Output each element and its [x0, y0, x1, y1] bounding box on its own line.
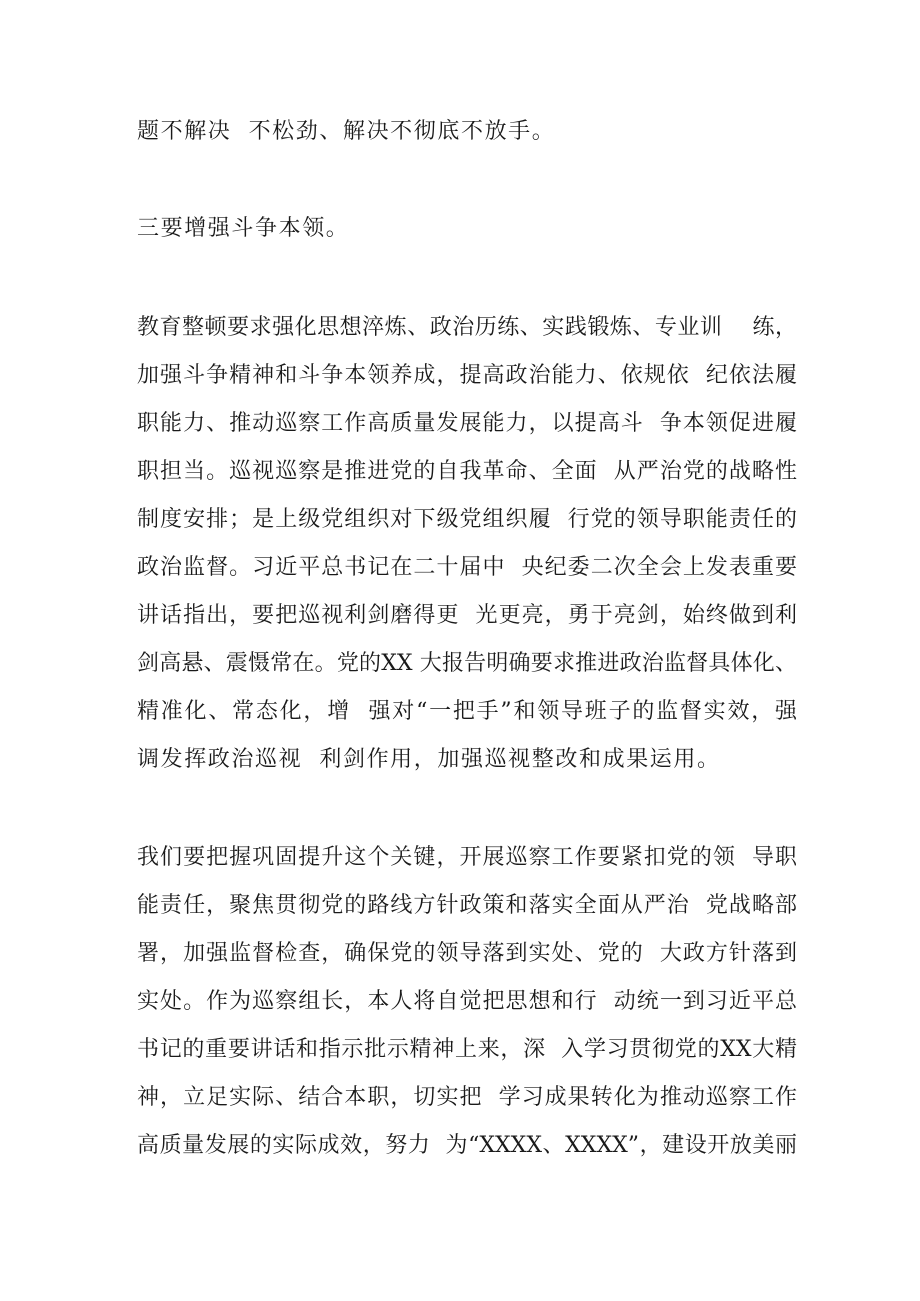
- paragraph-3-line-3: 职能力、推动巡察工作高质量发展能力，以提高斗 争本领促进履: [137, 411, 797, 436]
- paragraph-3-line-2: 加强斗争精神和斗争本领养成，提高政治能力、依规依 纪依法履: [137, 363, 797, 388]
- paragraph-2-heading: 三要增强斗争本领。: [137, 216, 350, 241]
- paragraph-3-line-10: 调发挥政治巡视 利剑作用，加强巡视整改和成果运用。: [137, 747, 721, 772]
- paragraph-4-line-4: 实处。作为巡察组长，本人将自觉把思想和行 动统一到习近平总: [137, 989, 797, 1014]
- paragraph-3-line-5: 制度安排；是上级党组织对下级党组织履 行党的领导职能责任的: [137, 507, 797, 532]
- paragraph-3-line-9: 精准化、常态化，增 强对“一把手”和领导班子的监督实效，强: [137, 699, 797, 724]
- paragraph-1-line-1: 题不解决 不松劲、解决不彻底不放手。: [137, 119, 556, 144]
- paragraph-4-line-6: 神，立足实际、结合本职，切实把 学习成果转化为推动巡察工作: [137, 1085, 797, 1110]
- paragraph-4-line-2: 能责任，聚焦贯彻党的路线方针政策和落实全面从严治 党战略部: [137, 893, 797, 918]
- paragraph-4-line-5: 书记的重要讲话和指示批示精神上来，深 入学习贯彻党的XX大精: [137, 1037, 797, 1062]
- paragraph-3-line-1: 教育整顿要求强化思想淬炼、政治历练、实践锻炼、专业训 练，: [137, 315, 797, 340]
- paragraph-4-line-1: 我们要把握巩固提升这个关键，开展巡察工作要紧扣党的领 导职: [137, 845, 797, 870]
- paragraph-3-line-6: 政治监督。习近平总书记在二十届中 央纪委二次全会上发表重要: [137, 555, 797, 580]
- paragraph-3-line-4: 职担当。巡视巡察是推进党的自我革命、全面 从严治党的战略性: [137, 459, 797, 484]
- paragraph-3-line-7: 讲话指出，要把巡视利剑磨得更 光更亮，勇于亮剑，始终做到利: [137, 603, 797, 628]
- paragraph-4-line-3: 署，加强监督检查，确保党的领导落到实处、党的 大政方针落到: [137, 941, 797, 966]
- paragraph-4-line-7: 高质量发展的实际成效，努力 为“XXXX、XXXX”，建设开放美丽: [137, 1133, 797, 1158]
- paragraph-3-line-8: 剑高悬、震慑常在。党的XX 大报告明确要求推进政治监督具体化、: [137, 651, 797, 676]
